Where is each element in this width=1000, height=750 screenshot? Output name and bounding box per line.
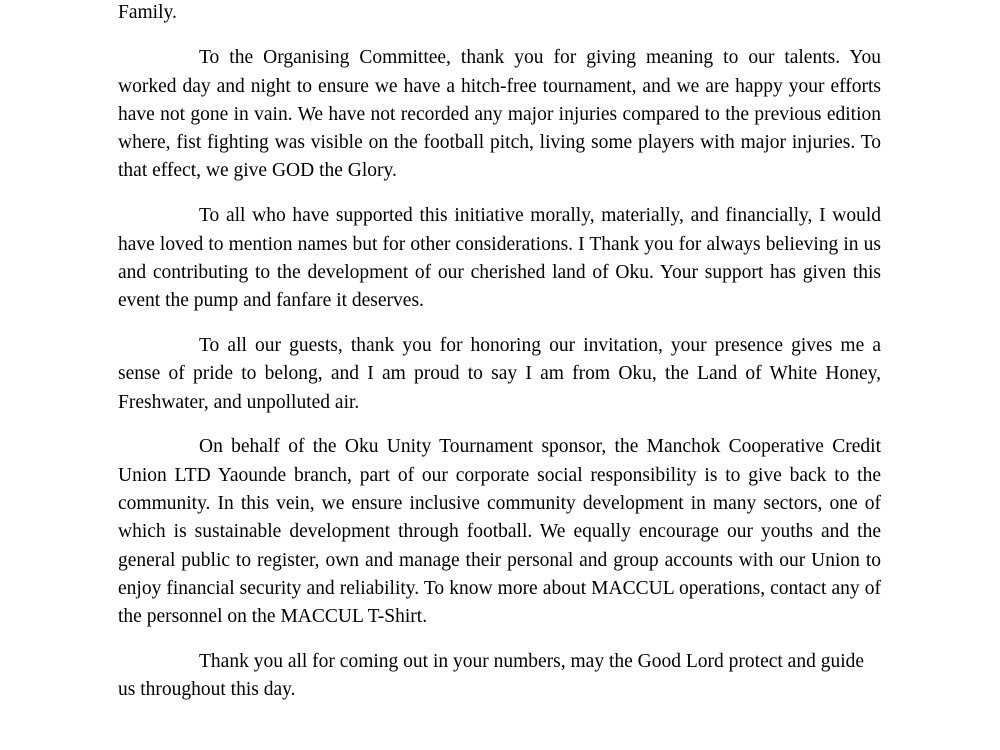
paragraph-closing: Thank you all for coming out in your numbers, may the Good Lord protect and guide us throughout this day.: [118, 650, 865, 701]
paragraph-sponsor: On behalf of the Oku Unity Tournament sponsor, the Manchok Cooperative Credit Union LTD Yaounde branch, part of our corporate social responsibility is to give back to the community. In this vein, we ensure inclusive community development in many sectors, one of which is sustainable development through football. We equally encourage our youths and the general public to register, own and manage their personal and group accounts with our Union to enjoy financial security and reliability. To know more about MACCUL operations, contact any of the personnel on the MACCUL T-Shirt.: [118, 436, 881, 628]
paragraph-organising-committee: To the Organising Committee, thank you for giving meaning to our talents. You worked day and night to ensure we have a hitch-free tournament, and we are happy your efforts have not gone in vain. We have not recorded any major injuries compared to the previous edition where, fist fighting was visible on the football pitch, living some players with major injuries. To that effect, we give GOD the Glory.: [118, 47, 881, 182]
document-page: [118, 0, 881, 705]
paragraph-supporters: To all who have supported this initiative morally, materially, and financially, I would have loved to mention names but for other considerations. I Thank you for always believing in us and contributing to the development of our cherished land of Oku. Your support has given this event the pump and fanfare it deserves.: [118, 205, 881, 312]
lead-text: Family.: [118, 2, 177, 23]
paragraph-guests: To all our guests, thank you for honoring our invitation, your presence gives me a sense of pride to belong, and I am proud to say I am from Oku, the Land of White Honey, Freshwater, and unpolluted air.: [118, 334, 881, 413]
